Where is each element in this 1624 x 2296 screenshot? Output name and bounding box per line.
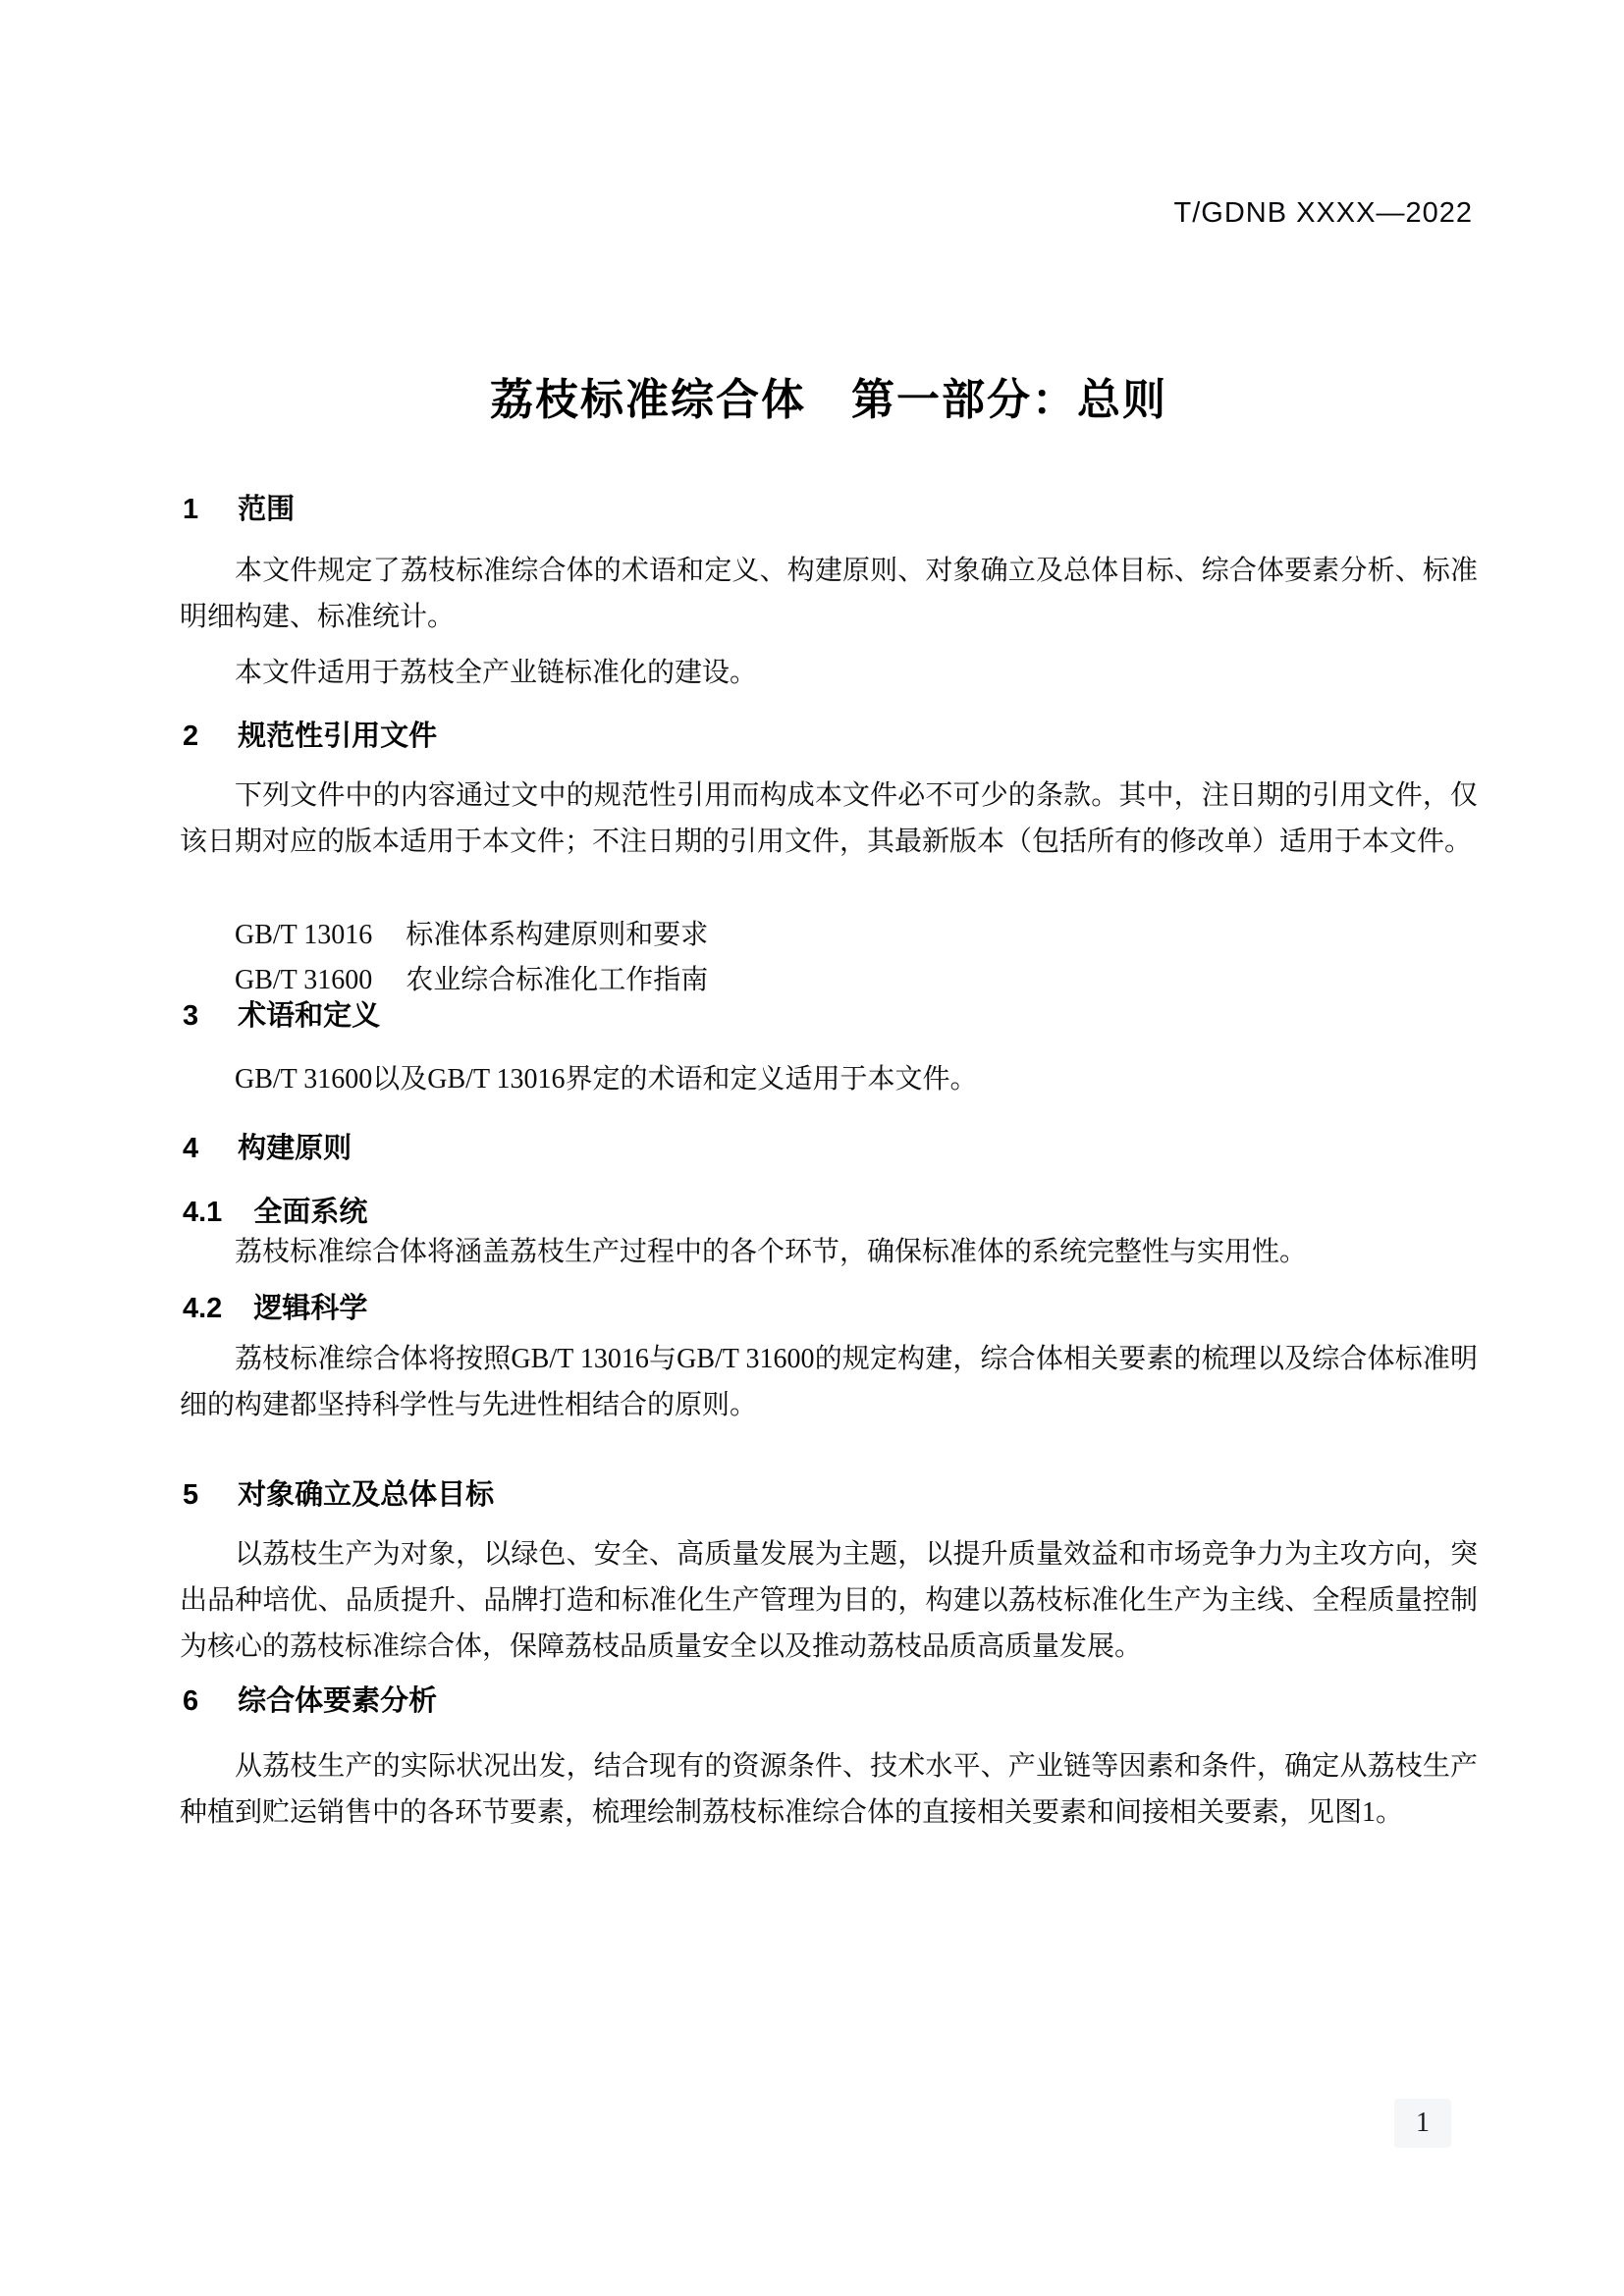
page-number: 1 (1416, 2108, 1430, 2138)
reference-item (235, 916, 708, 955)
reference-title: 标准体系构建原则和要求 (406, 920, 709, 950)
subsection-heading-logical-scientific (183, 1292, 1478, 1325)
reference-code: GB/T 13016 (235, 920, 373, 950)
reference-item (235, 961, 708, 1000)
doc-code: T/GDNB XXXX—2022 (1173, 197, 1473, 229)
paragraph: 本文件规定了荔枝标准综合体的术语和定义、构建原则、对象确立及总体目标、综合体要素分析、标准明细构建、标准统计。 (180, 556, 1478, 632)
section-heading-terms-definitions (183, 999, 1478, 1033)
paragraph: 从荔枝生产的实际状况出发，结合现有的资源条件、技术水平、产业链等因素和条件，确定从荔枝生产种植到贮运销售中的各环节要素，梳理绘制荔枝标准综合体的直接相关要素和间接相关要素，见图1。 (180, 1751, 1478, 1828)
paragraph: 荔枝标准综合体将涵盖荔枝生产过程中的各个环节，确保标准体的系统完整性与实用性。 (235, 1237, 1308, 1267)
section-number: 5 (183, 1479, 199, 1511)
section-title: 术语和定义 (238, 1000, 381, 1032)
paragraph: GB/T 31600以及GB/T 13016界定的术语和定义适用于本文件。 (235, 1064, 978, 1095)
document-title: 荔枝标准综合体 第一部分：总则 (490, 376, 1167, 424)
section-number: 3 (183, 1000, 199, 1032)
section-heading-object-goals (183, 1478, 1478, 1512)
section-title: 构建原则 (238, 1133, 352, 1164)
paragraph: 以荔枝生产为对象，以绿色、安全、高质量发展为主题，以提升质量效益和市场竞争力为主攻方向，突出品种培优、品质提升、品牌打造和标准化生产管理为目的，构建以荔枝标准化生产为主线、全程质量控制为核心的荔枝标准综合体，保障荔枝品质量安全以及推动荔枝品质高质量发展。 (180, 1539, 1478, 1662)
section-title: 综合体要素分析 (238, 1685, 438, 1717)
section-heading-normative-references (183, 720, 1478, 753)
section-number: 6 (183, 1685, 199, 1717)
paragraph: 下列文件中的内容通过文中的规范性引用而构成本文件必不可少的条款。其中，注日期的引用文件，仅该日期对应的版本适用于本文件；不注日期的引用文件，其最新版本（包括所有的修改单）适用于本文件。 (180, 780, 1478, 857)
reference-title: 农业综合标准化工作指南 (406, 965, 709, 995)
paragraph: 本文件适用于荔枝全产业链标准化的建设。 (235, 658, 758, 688)
section-number: 2 (183, 721, 199, 752)
page-number-box (1394, 2099, 1451, 2148)
subsection-number: 4.1 (183, 1197, 223, 1228)
subsection-title: 逻辑科学 (253, 1293, 368, 1324)
reference-code: GB/T 31600 (235, 965, 373, 995)
section-heading-element-analysis (183, 1684, 1478, 1718)
subsection-number: 4.2 (183, 1293, 223, 1324)
section-number: 4 (183, 1133, 199, 1164)
section-heading-construction-principles (183, 1132, 1478, 1165)
subsection-heading-comprehensive-system (183, 1196, 1478, 1229)
section-number: 1 (183, 494, 199, 525)
subsection-title: 全面系统 (253, 1197, 368, 1228)
section-title: 对象确立及总体目标 (238, 1479, 495, 1511)
paragraph: 荔枝标准综合体将按照GB/T 13016与GB/T 31600的规定构建，综合体相关要素的梳理以及综合体标准明细的构建都坚持科学性与先进性相结合的原则。 (180, 1344, 1478, 1420)
section-title: 规范性引用文件 (238, 721, 438, 752)
section-title: 范围 (238, 494, 296, 525)
section-heading-scope (183, 493, 1478, 526)
